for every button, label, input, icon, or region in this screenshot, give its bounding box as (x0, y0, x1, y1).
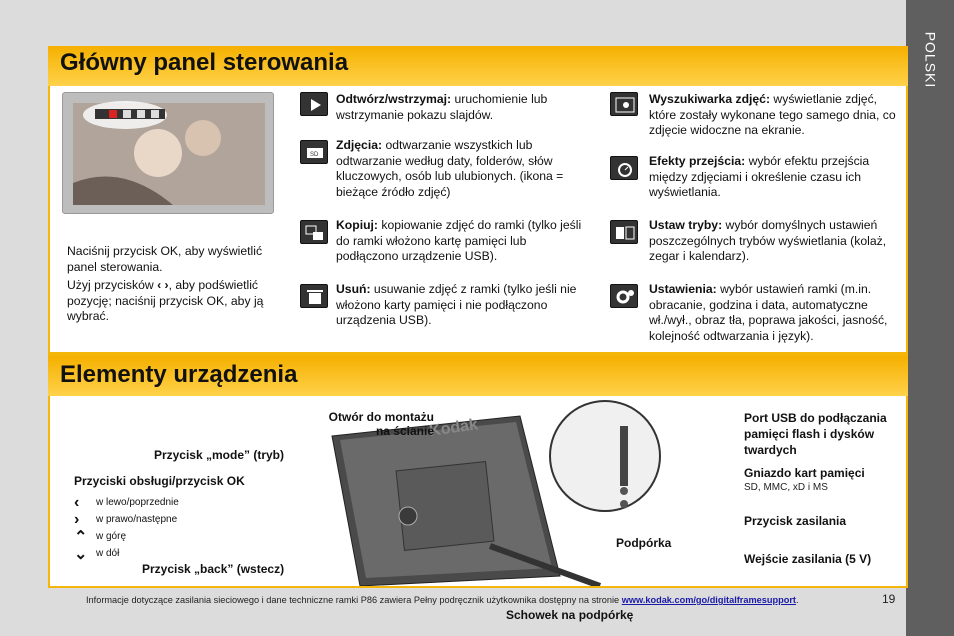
footer-note (86, 595, 799, 605)
stopwatch-icon (610, 156, 638, 180)
label-stand: Podpórka (616, 536, 672, 550)
legend-left: w lewo/poprzednie (96, 496, 179, 508)
item-modes: Ustaw tryby: wybór domyślnych ustawień poszczególnych trybów wyświetlania (kolaż, zegar i kalendarz). (649, 218, 887, 263)
settings-icon (610, 284, 638, 308)
nav-legend (74, 494, 179, 562)
label-nav-buttons: Przyciski obsługi/przycisk OK (74, 474, 245, 488)
frame-illustration (62, 92, 274, 214)
legend-up: w górę (96, 530, 127, 542)
nav-instructions-prefix: Użyj przycisków (67, 278, 154, 292)
label-power-button: Przycisk zasilania (744, 514, 847, 528)
section-title-device: Elementy urządzenia (60, 361, 298, 388)
label-card-slot: Gniazdo kart pamięci (744, 466, 865, 480)
section-title-control-panel: Główny panel sterowania (60, 49, 349, 76)
support-link[interactable]: www.kodak.com/go/digitalframesupport (621, 595, 796, 605)
nav-instructions-suffix: , aby podświetlić pozycję; naciśnij przycisk OK, aby ją wybrać. (67, 278, 264, 323)
section-header-device (48, 356, 908, 396)
item-photo-search: Wyszukiwarka zdjęć: wyświetlanie zdjęć, które zostały wykonane tego samego dnia, co zdjęcie widoczne na ekranie. (649, 92, 896, 137)
svg-text:SD: SD (310, 152, 319, 158)
legend-down: w dół (96, 547, 120, 559)
arrow-up-icon: ⌃ (74, 528, 88, 546)
section-header-control-panel (48, 46, 908, 86)
brand-logo: Kodak (428, 416, 479, 440)
frame-photo (63, 93, 275, 215)
chevron-left-icon: ‹ (157, 278, 162, 292)
modes-icon (610, 220, 638, 244)
item-play: Odtwórz/wstrzymaj: uruchomienie lub wstrzymanie pokazu slajdów. (336, 92, 548, 122)
label-usb-port: Port USB do podłączania pamięci flash i dysków twardych (744, 411, 887, 457)
trash-icon (300, 284, 328, 308)
label-power-input: Wejście zasilania (5 V) (744, 552, 872, 566)
chevron-right-icon: › (164, 278, 169, 292)
play-icon (300, 92, 328, 116)
footer-text-body: Informacje dotyczące zasilania sieciowego i dane techniczne ramki P86 zawiera Pełny podręcznik użytkownika dostępny na stronie (86, 595, 622, 605)
legend-right: w prawo/następne (96, 513, 178, 525)
item-delete: Usuń: usuwanie zdjęć z ramki (tylko jeśli nie włożono karty pamięci i nie podłączono urządzenia USB). (336, 282, 577, 327)
copy-icon (300, 220, 328, 244)
label-card-types: SD, MMC, xD i MS (744, 482, 828, 493)
arrow-down-icon: ⌄ (74, 545, 88, 563)
language-label: POLSKI (922, 31, 938, 89)
sd-card-icon (300, 140, 328, 164)
nav-instructions (67, 278, 267, 325)
page-number: 19 (882, 592, 896, 606)
label-mode-button: Przycisk „mode” (tryb) (153, 448, 284, 462)
item-transitions: Efekty przejścia: wybór efektu przejścia między zdjęciami i określenie czasu ich wyświetlania. (649, 154, 870, 199)
footer-end: . (795, 595, 799, 605)
label-back-button: Przycisk „back” (wstecz) (142, 562, 285, 576)
item-copy: Kopiuj: kopiowanie zdjęć do ramki (tylko jeśli do ramki włożono kartę pamięci lub podłączono urządzenie USB). (336, 218, 582, 263)
control-panel-section (50, 86, 906, 352)
label-wall-mount: Otwór do montażu na ścianie (328, 410, 434, 438)
photo-search-icon (610, 92, 638, 116)
frame-caption: Naciśnij przycisk OK, aby wyświetlić panel sterowania. (67, 244, 263, 274)
item-settings: Ustawienia: wybór ustawień ramki (m.in. obracanie, godzina i data, automatyczne wł./wył., obraz tła, poprawa jakości, jasność, kolejność odtwarzania i język). (649, 282, 888, 343)
arrow-left-icon: ‹ (74, 493, 80, 511)
language-tab (906, 0, 954, 636)
label-stand-storage: Schowek na podpórkę (506, 608, 634, 622)
arrow-right-icon: › (74, 510, 80, 528)
item-photos: Zdjęcia: odtwarzanie wszystkich lub odtwarzanie według daty, folderów, słów kluczowych, osób lub ulubionych. (ikona = bieżące źródło zdjęć) (336, 138, 564, 199)
